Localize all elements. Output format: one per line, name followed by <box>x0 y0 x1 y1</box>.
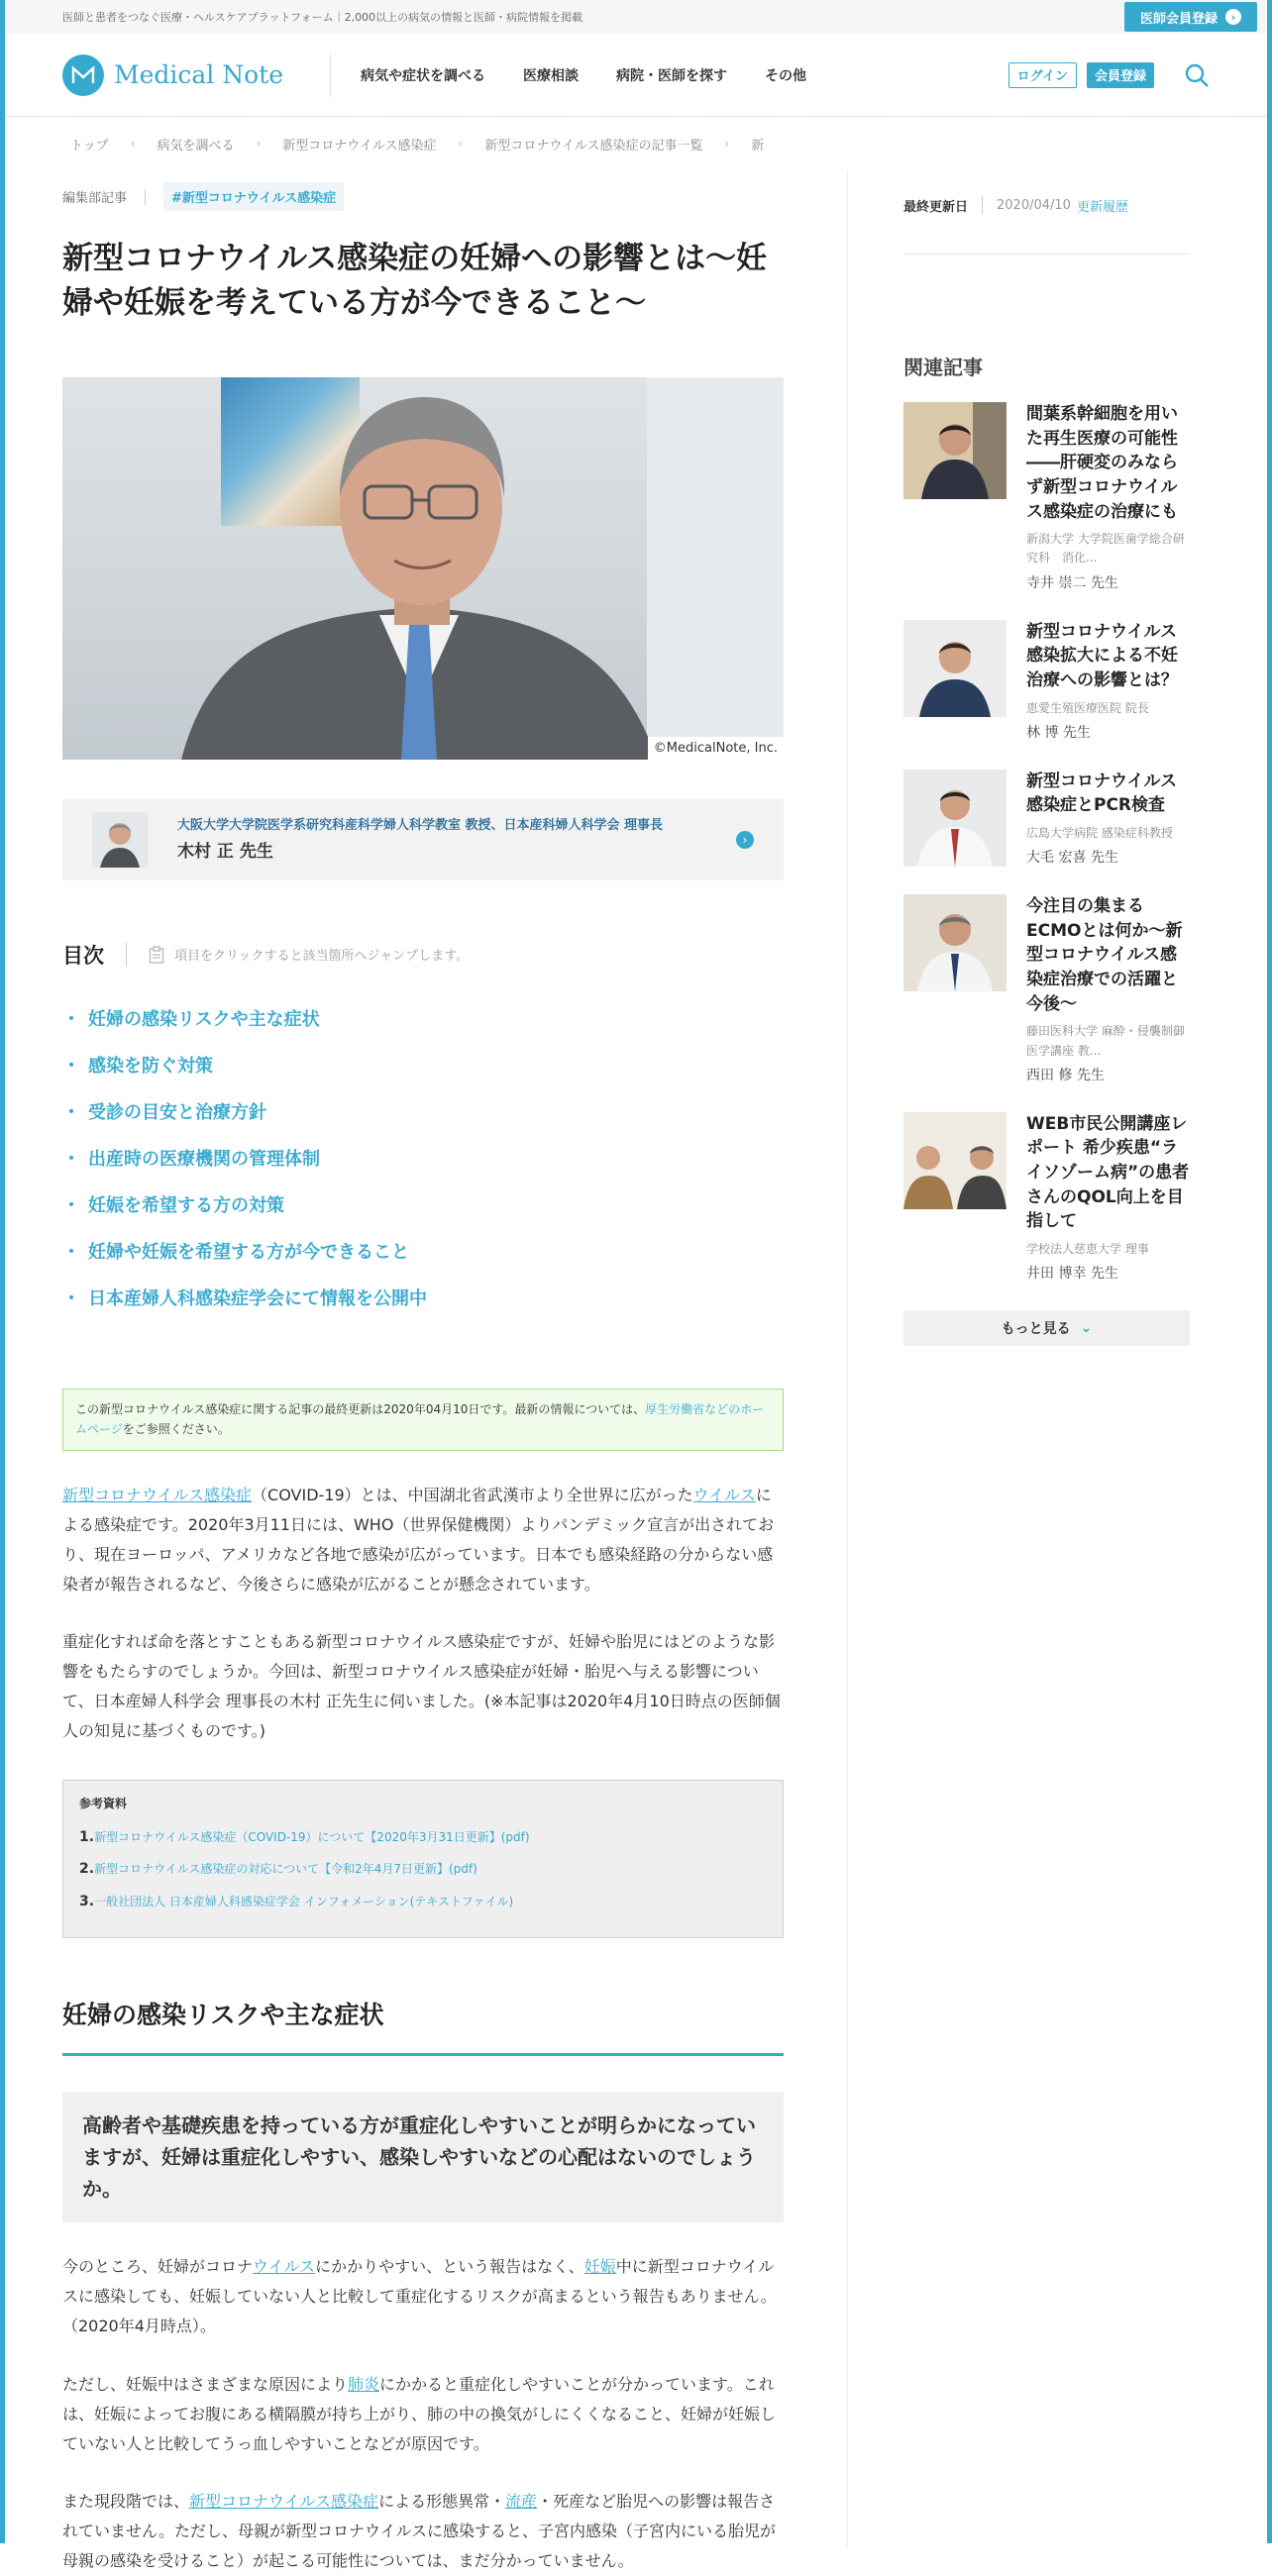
nav-other[interactable]: その他 <box>765 67 806 84</box>
history-link[interactable]: 更新履歴 <box>1076 199 1128 215</box>
site-tagline: 医師と患者をつなぐ医療・ヘルスケアプラットフォーム｜2,000以上の病気の情報と医師・病院情報を掲載 <box>62 11 583 24</box>
covid-link[interactable]: 新型コロナウイルス感染症 <box>189 2491 379 2511</box>
related-thumbnail <box>903 1112 1007 1209</box>
breadcrumb-disease[interactable]: 病気を調べる <box>157 138 235 154</box>
toc-item[interactable]: ・ 受診の目安と治療方針 <box>62 1102 266 1124</box>
toc-title: 目次 <box>62 943 104 968</box>
virus-link[interactable]: ウイルス <box>253 2257 316 2277</box>
question-box: 高齢者や基礎疾患を持っている方が重症化しやすいことが明らかになっていますが、妊婦は重症化しやすい、感染しやすいなどの心配はないのでしょうか。 <box>62 2092 784 2222</box>
article-tag[interactable]: #新型コロナウイルス感染症 <box>163 182 344 211</box>
breadcrumb-top[interactable]: トップ <box>70 138 109 154</box>
related-thumbnail <box>903 770 1007 867</box>
avatar <box>92 812 148 868</box>
chevron-down-icon: ⌄ <box>1080 1320 1093 1337</box>
top-strip <box>5 0 1267 34</box>
breadcrumb <box>5 117 1267 170</box>
pregnancy-link[interactable]: 妊娠 <box>583 2257 616 2277</box>
clipboard-icon <box>149 946 164 964</box>
toc-note: 項目をクリックすると該当箇所へジャンプします。 <box>174 949 470 965</box>
article-meta <box>62 182 784 211</box>
references-title: 参考資料 <box>79 1797 128 1811</box>
image-credit: ©MedicalNote, Inc. <box>648 737 784 760</box>
toc-list <box>62 995 784 1321</box>
chevron-right-icon: › <box>130 137 136 151</box>
related-article[interactable]: 今注目の集まるECMOとは何か〜新型コロナウイルス感染症治療での活躍と今後〜 藤田医科大学 麻酔・侵襲制御医学講座 教... 西田 修 先生 <box>903 894 1190 1084</box>
related-article[interactable]: 間葉系幹細胞を用いた再生医療の可能性――肝硬変のみならず新型コロナウイルス感染症の治療にも 新潟大学 大学院医歯学総合研究科 消化... 寺井 崇二 先生 <box>903 402 1190 592</box>
toc-header <box>62 940 784 970</box>
reference-item[interactable]: 1.新型コロナウイルス感染症（COVID-19）について【2020年3月31日更新】(pdf) <box>79 1829 530 1846</box>
nav-search-disease[interactable]: 病気や症状を調べる <box>361 67 485 84</box>
paragraph: 重症化すれば命を落とすこともある新型コロナウイルス感染症ですが、妊婦や胎児にはどのような影響をもたらすのでしょうか。今回は、新型コロナウイルス感染症が妊婦・胎児へ与える影響について、日本産婦人科学会 理事長の木村 正先生に伺いました。(※本記事は2020年4月10日時点の医師個人の知見に基づくものです。) <box>62 1631 781 1741</box>
reference-item[interactable]: 3.一般社団法人 日本産婦人科感染症学会 インフォメーション(テキストファイル) <box>79 1893 514 1909</box>
toc-item[interactable]: ・ 妊婦や妊娠を希望する方が今できること <box>62 1242 409 1264</box>
page-title: 新型コロナウイルス感染症の妊婦への影響とは〜妊婦や妊娠を考えている方が今できること〜 <box>62 241 768 321</box>
virus-link[interactable]: ウイルス <box>692 1485 756 1504</box>
chevron-right-icon: › <box>458 137 464 151</box>
doctor-portrait <box>62 377 784 760</box>
miscarriage-link[interactable]: 流産 <box>505 2491 538 2511</box>
related-thumbnail <box>903 620 1007 717</box>
related-list <box>903 402 1190 1283</box>
toc-item[interactable]: ・ 日本産婦人科感染症学会にて情報を公開中 <box>62 1288 427 1310</box>
update-notice: この新型コロナウイルス感染症に関する記事の最終更新は2020年04月10日です。最新の情報については、厚生労働省などのホームページをご参照ください。 <box>62 1389 784 1451</box>
hero-image <box>62 377 784 760</box>
breadcrumb-covid[interactable]: 新型コロナウイルス感染症 <box>282 138 437 154</box>
references-box <box>62 1780 784 1938</box>
author-card[interactable] <box>62 799 784 880</box>
related-thumbnail <box>903 402 1007 499</box>
related-title: 関連記事 <box>903 356 983 379</box>
toc-item[interactable]: ・ 感染を防ぐ対策 <box>62 1056 213 1078</box>
mhlw-link[interactable]: 厚生労働省などのホームページ <box>75 1401 765 1437</box>
toc-item[interactable]: ・ 妊婦の感染リスクや主な症状 <box>62 1009 320 1031</box>
main-nav <box>361 65 806 85</box>
search-icon[interactable] <box>1184 62 1210 88</box>
paragraph: 今のところ、妊婦がコロナウイルスにかかりやすい、という報告はなく、妊娠中に新型コロナウイルスに感染しても、妊娠していない人と比較して重症化するリスクが高まるという報告もありません。（2020年4月時点）。 <box>62 2257 777 2336</box>
chevron-right-icon: › <box>1225 9 1241 25</box>
pneumonia-link[interactable]: 肺炎 <box>348 2374 380 2394</box>
nav-consultation[interactable]: 医療相談 <box>523 67 579 84</box>
section-title: 妊婦の感染リスクや主な症状 <box>62 1996 784 2056</box>
related-article[interactable]: WEB市民公開講座レポート 希少疾患“ライソゾーム病”の患者さんのQOL向上を目指して 学校法人慈恵大学 理事 井田 博幸 先生 <box>903 1112 1190 1283</box>
paragraph: ただし、妊娠中はさまざまな原因により肺炎にかかると重症化しやすいことが分かっています。これは、妊娠によってお腹にある横隔膜が持ち上がり、肺の中の換気がしにくくなること、妊婦が妊娠していない人と比較してうっ血しやすいことなどが原因です。 <box>62 2374 777 2453</box>
breadcrumb-articles[interactable]: 新型コロナウイルス感染症の記事一覧 <box>484 138 703 154</box>
related-article[interactable]: 新型コロナウイルス感染拡大による不妊治療への影響とは？ 恵愛生殖医療医院 院長 林 博 先生 <box>903 620 1190 742</box>
intro-paragraph: 新型コロナウイルス感染症（COVID-19）とは、中国湖北省武漢市より全世界に広がったウイルスによる感染症です。2020年3月11日には、WHO（世界保健機関）よりパンデミック宣言が出されており、現在ヨーロッパ、アメリカなど各地で感染が広がっています。日本でも感染経路の分からない感染者が報告されるなど、今後さらに感染が広がることが懸念されています。 <box>62 1485 775 1594</box>
author-name: 木村 正 先生 <box>177 842 273 863</box>
reference-item[interactable]: 2.新型コロナウイルス感染症の対応について【令和2年4月7日更新】(pdf) <box>79 1861 477 1878</box>
logo-text: Medical Note <box>114 60 284 89</box>
chevron-right-icon: › <box>724 137 730 151</box>
register-button[interactable]: 会員登録 <box>1087 62 1154 88</box>
toc-item[interactable]: ・ 妊娠を希望する方の対策 <box>62 1195 284 1217</box>
last-updated: 最終更新日 2020/04/10 更新履歴 <box>903 197 1128 215</box>
author-affiliation: 大阪大学大学院医学系研究科産科学婦人科学教室 教授、日本産科婦人科学会 理事長 <box>177 817 664 833</box>
article-category: 編集部記事 <box>62 191 128 206</box>
related-thumbnail <box>903 894 1007 991</box>
breadcrumb-current: 新 <box>751 138 765 154</box>
more-button[interactable]: もっと見る ⌄ <box>903 1310 1190 1346</box>
sidebar <box>847 170 1190 2547</box>
login-button[interactable]: ログイン <box>1008 62 1077 88</box>
site-logo[interactable] <box>62 54 330 96</box>
chevron-right-icon: › <box>256 137 262 151</box>
site-header <box>5 34 1267 117</box>
doctor-register-button[interactable]: 医師会員登録 › <box>1124 2 1257 32</box>
covid-link[interactable]: 新型コロナウイルス感染症 <box>62 1485 253 1504</box>
logo-icon <box>62 54 104 96</box>
updated-date: 2020/04/10 <box>997 197 1071 213</box>
related-article[interactable]: 新型コロナウイルス感染症とPCR検査 広島大学病院 感染症科教授 大毛 宏喜 先生 <box>903 770 1190 867</box>
paragraph: また現段階では、新型コロナウイルス感染症による形態異常・流産・死産など胎児への影響は報告されていません。ただし、母親が新型コロナウイルスに感染すると、子宮内感染（子宮内にいる胎児が母親の感染を受けること）が起こる可能性については、まだ分かっていません。 <box>62 2491 777 2570</box>
article-main <box>62 170 784 2576</box>
toc-item[interactable]: ・ 出産時の医療機関の管理体制 <box>62 1149 320 1171</box>
chevron-right-icon: › <box>736 831 754 849</box>
nav-find-hospital[interactable]: 病院・医師を探す <box>616 67 727 84</box>
